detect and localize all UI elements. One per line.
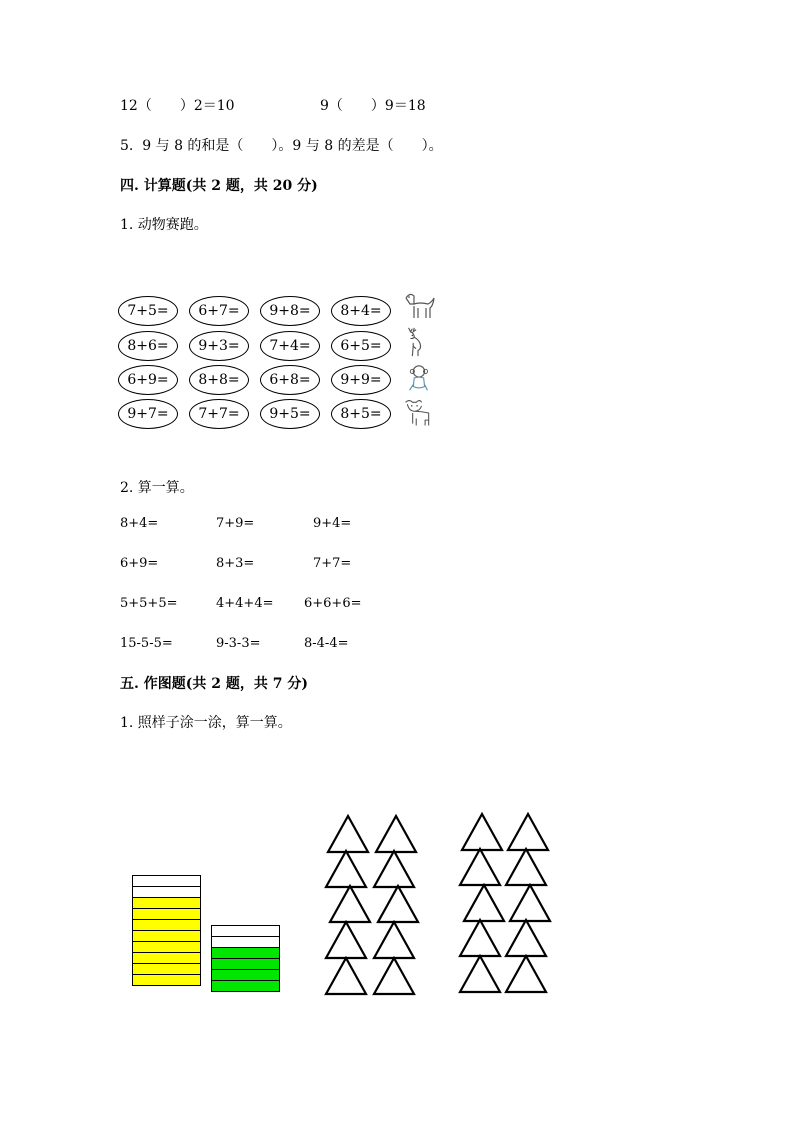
- question-5: 5. 9 与 8 的和是（ ）。9 与 8 的差是（ ）。: [120, 138, 443, 154]
- triangle-shape: [510, 885, 550, 921]
- equation-oval: 6+9=: [118, 365, 178, 395]
- triangle-shape: [374, 958, 414, 994]
- equation-oval: 9+5=: [260, 399, 320, 429]
- blank-question-12: 12（ ）2＝10: [120, 98, 235, 114]
- triangle-shape: [460, 956, 500, 992]
- calc-item: 7+9=: [216, 516, 255, 531]
- calc-item: 9+4=: [313, 516, 352, 531]
- equation-oval: 6+8=: [260, 365, 320, 395]
- triangle-shape: [508, 814, 548, 850]
- calc-item: 9-3-3=: [216, 636, 261, 651]
- calc-item: 8+3=: [216, 556, 255, 571]
- triangle-shape: [506, 956, 546, 992]
- equation-oval: 9+8=: [260, 296, 320, 326]
- triangle-shape: [326, 851, 366, 887]
- section-4-title: 四. 计算题(共 2 题，共 20 分): [120, 178, 318, 194]
- triangle-shape: [460, 849, 500, 885]
- calc-item: 4+4+4=: [216, 596, 274, 611]
- blank-question-9: 9（ ）9＝18: [320, 98, 426, 114]
- equation-oval: 8+5=: [331, 399, 391, 429]
- equation-oval: 9+7=: [118, 399, 178, 429]
- calc-item: 5+5+5=: [120, 596, 178, 611]
- triangle-shape: [374, 851, 414, 887]
- equation-oval: 6+7=: [189, 296, 249, 326]
- section-5-title: 五. 作图题(共 2 题，共 7 分): [120, 676, 308, 692]
- calc-item: 6+9=: [120, 556, 159, 571]
- equation-oval: 9+9=: [331, 365, 391, 395]
- triangle-shape: [462, 814, 502, 850]
- triangle-shape: [378, 886, 418, 922]
- triangle-shape: [464, 885, 504, 921]
- triangle-shape: [506, 920, 546, 956]
- triangle-shape: [326, 958, 366, 994]
- calc-item: 8+4=: [120, 516, 159, 531]
- equation-oval: 8+8=: [189, 365, 249, 395]
- triangle-shape: [328, 816, 368, 852]
- triangle-shape: [330, 886, 370, 922]
- calc-title: 2. 算一算。: [120, 480, 194, 496]
- calc-item: 8-4-4=: [304, 636, 349, 651]
- equation-oval: 6+5=: [331, 331, 391, 361]
- equation-oval: 9+3=: [189, 331, 249, 361]
- triangle-shape: [506, 849, 546, 885]
- triangle-shape: [376, 816, 416, 852]
- calc-item: 7+7=: [313, 556, 352, 571]
- equation-oval: 7+5=: [118, 296, 178, 326]
- calc-item: 6+6+6=: [304, 596, 362, 611]
- equation-oval: 8+4=: [331, 296, 391, 326]
- calc-item: 15-5-5=: [120, 636, 173, 651]
- animal-race-title: 1. 动物赛跑。: [120, 217, 208, 233]
- equation-oval: 7+4=: [260, 331, 320, 361]
- triangle-shape: [326, 922, 366, 958]
- triangle-shape: [460, 920, 500, 956]
- equation-oval: 8+6=: [118, 331, 178, 361]
- triangle-shape: [374, 922, 414, 958]
- coloring-title: 1. 照样子涂一涂，算一算。: [120, 715, 292, 731]
- equation-oval: 7+7=: [189, 399, 249, 429]
